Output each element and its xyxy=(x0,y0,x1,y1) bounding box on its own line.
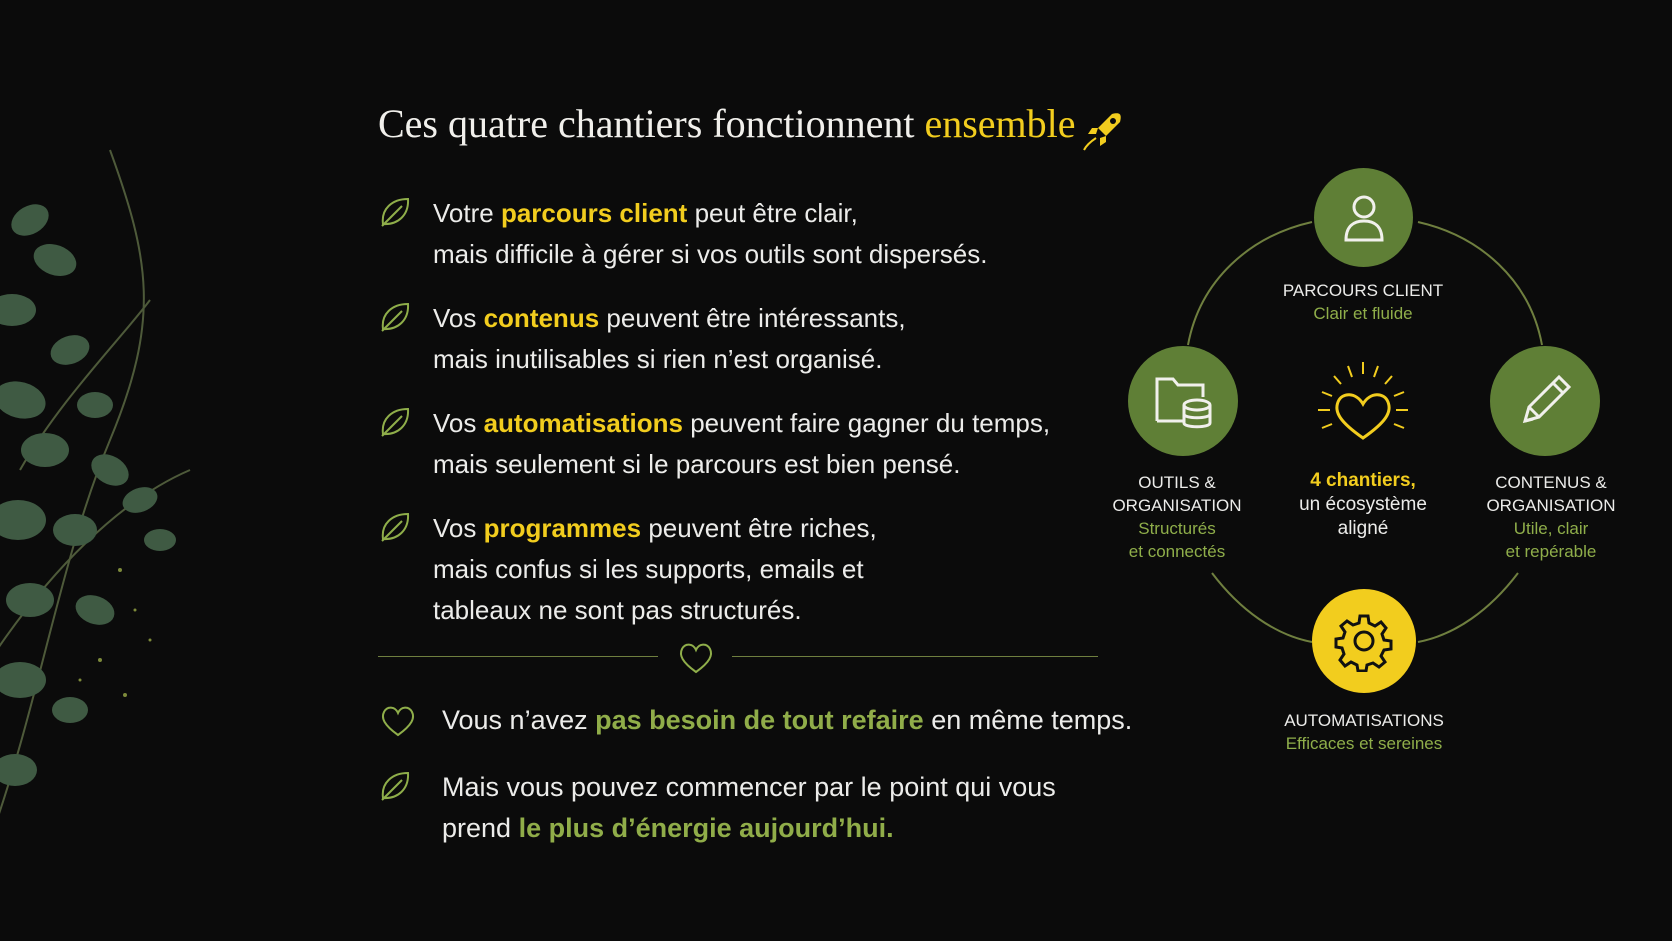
label-center: 4 chantiers, un écosystème aligné xyxy=(1299,470,1427,539)
label-contenus-organisation: CONTENUS & ORGANISATION Utile, clair et repérable xyxy=(1486,473,1616,561)
label-parcours-client: PARCOURS CLIENT Clair et fluide xyxy=(1282,281,1444,323)
node-parcours-client xyxy=(1314,168,1413,267)
node-automatisations xyxy=(1312,589,1416,693)
gear-icon xyxy=(1333,610,1395,672)
heart-rays-icon xyxy=(1308,358,1418,448)
page-title: Ces quatre chantiers fonctionnent ensemble xyxy=(378,101,1076,146)
node-outils-organisation xyxy=(1128,346,1238,456)
pencil-icon xyxy=(1513,369,1577,433)
label-automatisations: AUTOMATISATIONS Efficaces et sereines xyxy=(1284,711,1444,753)
node-contenus-organisation xyxy=(1490,346,1600,456)
folder-database-icon xyxy=(1151,371,1215,431)
label-outils-organisation: OUTILS & ORGANISATION Structurés et connectés xyxy=(1112,473,1242,561)
user-icon xyxy=(1341,192,1387,244)
